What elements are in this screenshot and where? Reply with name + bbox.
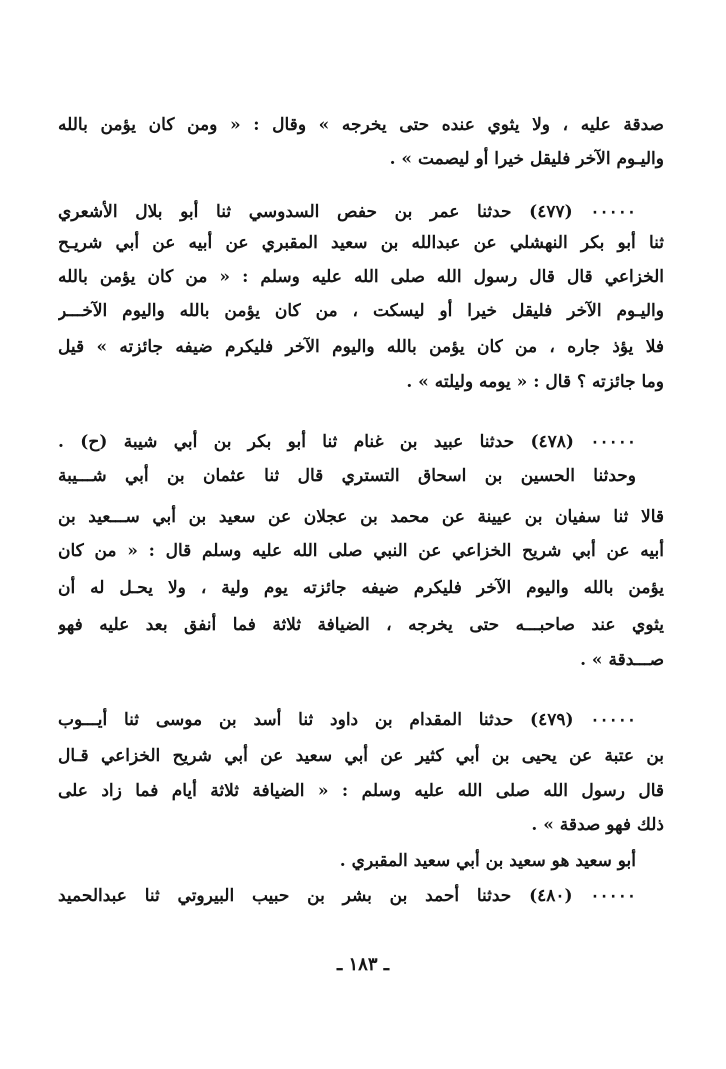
text-line: وحدثنا الحسين بن اسحاق التستري قال ثنا عثمان بن أبي شـــيبة [58,466,636,486]
text-line: واليـوم الآخر فليقل خيرا أو ليصمت » . [389,149,664,169]
text-line: أبو سعيد هو سعيد بن أبي سعيد المقبري . [339,851,636,871]
text-line: فلا يؤذ جاره ، من كان يؤمن بالله واليوم الآخر فليكرم ضيفه جائزته » قيل [58,337,664,357]
text-line: وما جائزته ؟ قال : « يومه وليلته » . [406,372,664,392]
text-line: قالا ثنا سفيان بن عيينة عن محمد بن عجلان عن سعيد بن أبي ســـعيد بن [58,507,664,527]
text-line: بن عتبة عن يحيى بن أبي كثير عن أبي سعيد عن أبي شريح الخزاعي قـال [58,746,664,766]
text-line: قال رسول الله صلى الله عليه وسلم : « الضيافة ثلاثة أيام فما زاد على [58,781,664,801]
text-line: يؤمن بالله واليوم الآخر فليكرم ضيفه جائزته يوم ولية ، ولا يحـل له أن [58,578,664,598]
text-line: أبيه عن أبي شريح الخزاعي عن النبي صلى الله عليه وسلم قال : « من كان [58,541,664,561]
text-line: ٠٠٠٠٠ (٤٧٩) حدثنا المقدام بن داود ثنا أسد بن موسى ثنا أيـــوب [58,710,636,730]
text-line: يثوي عند صاحبـــه حتى يخرجه ، الضيافة ثلاثة فما أنفق بعد عليه فهو [58,615,664,635]
text-line: ثنا أبو بكر النهشلي عن عبدالله بن سعيد المقبري عن أبيه عن أبي شريـح [58,233,664,253]
text-line: ٠٠٠٠٠ (٤٧٧) حدثنا عمر بن حفص السدوسي ثنا أبو بلال الأشعري [58,202,636,222]
text-line: ٠٠٠٠٠ (٤٧٨) حدثنا عبيد بن غنام ثنا أبو بكر بن أبي شيبة (ح) . [58,432,636,452]
text-line: صدقة عليه ، ولا يثوي عنده حتى يخرجه » وقال : « ومن كان يؤمن بالله [58,115,664,135]
page-number: ـ ١٨٣ ـ [336,954,390,975]
text-line: ذلك فهو صدقة » . [531,815,664,835]
text-line: واليـوم الآخر فليقل خيرا أو ليسكت ، من كان يؤمن بالله واليوم الآخـــر [58,301,664,321]
text-line: صـــدقة » . [580,650,664,670]
text-line: ٠٠٠٠٠ (٤٨٠) حدثنا أحمد بن بشر بن حبيب البيروتي ثنا عبدالحميد [58,886,636,906]
text-line: الخزاعي قال قال رسول الله صلى الله عليه وسلم : « من كان يؤمن بالله [58,267,664,287]
